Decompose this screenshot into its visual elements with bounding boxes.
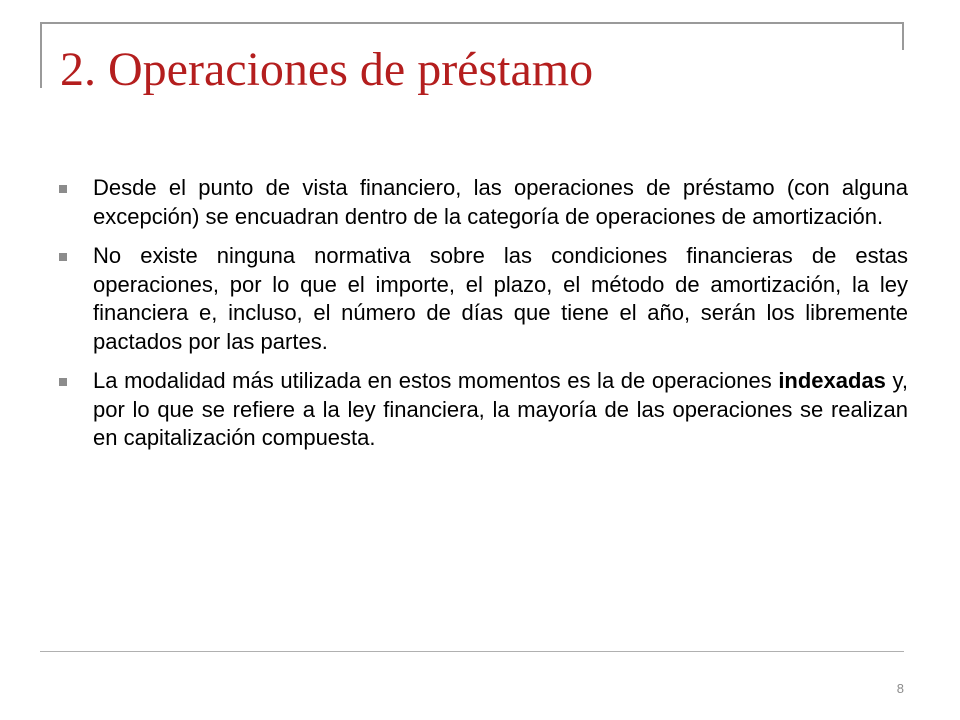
bold-term: indexadas xyxy=(778,368,886,393)
frame-top-rule xyxy=(40,22,904,24)
bullet-text-start: La modalidad más utilizada en estos momentos es la de operaciones xyxy=(93,368,779,393)
bullet-item-2 xyxy=(56,242,908,356)
bullet-text: Desde el punto de vista financiero, las operaciones de préstamo (con alguna excepción) se encuadran dentro de la categoría de operaciones de amortización. xyxy=(93,175,908,229)
square-bullet-icon xyxy=(59,378,67,386)
bullet-item-3 xyxy=(56,367,908,453)
frame-right-rule xyxy=(902,22,904,50)
bullet-list xyxy=(56,174,908,464)
square-bullet-icon xyxy=(59,253,67,261)
bullet-text: No existe ninguna normativa sobre las condiciones financieras de estas operaciones, por lo que el importe, el plazo, el método de amortización, la ley financiera e, incluso, el número de días que tiene el año, serán los libremente pactados por las partes. xyxy=(93,243,908,354)
frame-left-rule xyxy=(40,22,42,88)
bullet-text xyxy=(93,368,908,450)
slide-title: 2. Operaciones de préstamo xyxy=(60,43,594,96)
bullet-item-1 xyxy=(56,174,908,231)
page-number: 8 xyxy=(896,681,904,696)
square-bullet-icon xyxy=(59,185,67,193)
bullet-text-end: y, por lo que se refiere a la ley financiera, la mayoría de las operaciones se realizan en capitalización compuesta. xyxy=(93,368,909,450)
footer-rule xyxy=(40,651,904,652)
